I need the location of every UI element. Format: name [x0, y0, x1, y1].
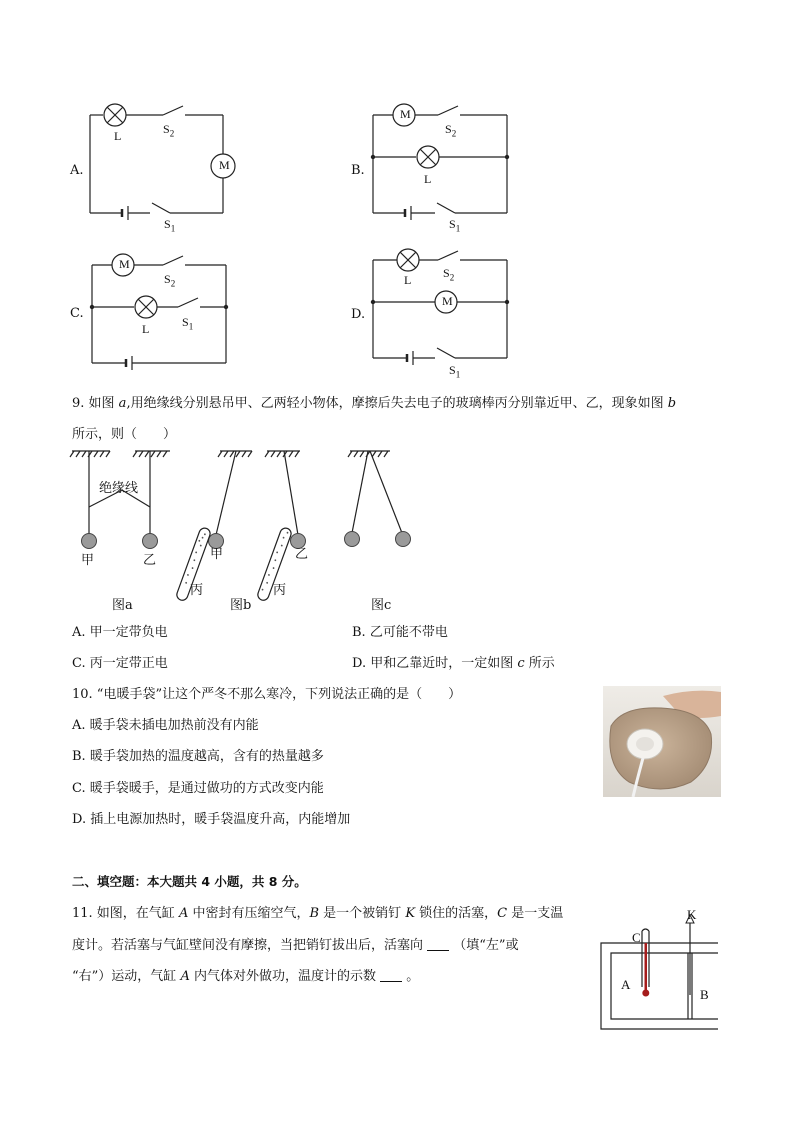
switch-label-b-s2: $S_2$ — [445, 122, 457, 139]
q11-line3: “右”）运动，气缸 A 内气体对外做功，温度计的示数 。 — [72, 969, 420, 984]
q9-figure — [60, 445, 440, 620]
answer-blank-direction[interactable] — [427, 938, 449, 951]
q9-option-c: C. 丙一定带正电 — [72, 656, 168, 671]
label-a: A — [621, 977, 631, 992]
answer-blank-temperature[interactable] — [380, 969, 402, 982]
label-yi-b: 乙 — [295, 547, 309, 562]
q10-option-c: C. 暖手袋暖手，是通过做功的方式改变内能 — [72, 781, 324, 796]
ball-jia-a — [82, 534, 97, 549]
option-label-b: B. — [351, 163, 365, 178]
q11-line2: 度计。若活塞与气缸壁间没有摩擦，当把销钉拔出后，活塞向 （填“左”或 — [72, 938, 519, 953]
motor-label-b: M — [400, 107, 411, 121]
q9-option-d: D. 甲和乙靠近时，一定如图 c 所示 — [352, 656, 555, 671]
circuit-option-d — [345, 240, 545, 380]
switch-label-d-s2: $S_2$ — [443, 266, 455, 283]
circuit-diagram-b — [345, 95, 545, 235]
q9-option-a: A. 甲一定带负电 — [72, 625, 168, 640]
motor-label-c: M — [119, 257, 130, 271]
lamp-label-c: L — [142, 322, 150, 336]
label-b: B — [700, 987, 709, 1002]
section2-heading: 二、填空题：本大题共 4 小题，共 8 分。 — [72, 874, 307, 889]
caption-fig-b: 图b — [230, 598, 252, 613]
motor-label-a: M — [219, 158, 230, 172]
switch-label-c-s1: $S_1$ — [182, 315, 194, 332]
option-label-c: C. — [70, 306, 84, 321]
q9-stem-line2: 所示，则（ ） — [72, 427, 177, 442]
circuit-option-b — [345, 95, 545, 235]
hand-warmer-photo — [603, 686, 721, 797]
switch-label-d-s1: $S_1$ — [449, 363, 461, 380]
q10-option-a: A. 暖手袋未插电加热前没有内能 — [72, 718, 259, 733]
caption-fig-a: 图a — [112, 598, 133, 613]
circuit-option-c — [60, 245, 260, 375]
q9-stem-line1: 9. 如图 a,用绝缘线分别悬吊甲、乙两轻小物体，摩擦后失去电子的玻璃棒丙分别靠近甲、乙，现象如图 b — [72, 396, 677, 411]
cylinder-figure — [598, 905, 720, 1033]
switch-label-b-s1: $S_1$ — [449, 217, 461, 234]
lamp-label-b: L — [424, 172, 432, 186]
ball-yi-a — [143, 534, 158, 549]
label-jia-b: 甲 — [210, 547, 224, 562]
ball-yi-c — [396, 532, 411, 547]
ball-jia-c — [345, 532, 360, 547]
circuit-option-a — [60, 95, 260, 235]
q10-stem: 10. “电暖手袋”让这个严冬不那么寒冷，下列说法正确的是（ ） — [72, 687, 462, 702]
lamp-label-a: L — [114, 129, 122, 143]
lamp-label-d: L — [404, 273, 412, 287]
option-label-a: A. — [70, 163, 84, 178]
switch-label-a-s1: $S_1$ — [164, 217, 176, 234]
label-bing-1: 丙 — [190, 583, 204, 598]
q10-option-b: B. 暖手袋加热的温度越高，含有的热量越多 — [72, 749, 324, 764]
caption-fig-c: 图c — [371, 598, 392, 613]
circuit-diagram-a — [60, 95, 260, 235]
switch-label-a-s2: $S_2$ — [163, 122, 175, 139]
circuit-diagram-c — [60, 245, 260, 375]
insulating-wire-label: 绝缘线 — [99, 481, 139, 496]
q9-option-b: B. 乙可能不带电 — [352, 625, 448, 640]
label-jia-a: 甲 — [81, 553, 95, 568]
motor-label-d: M — [442, 294, 453, 308]
switch-label-c-s2: $S_2$ — [164, 272, 176, 289]
q11-line1: 11. 如图，在气缸 A 中密封有压缩空气，B 是一个被销钉 K 锁住的活塞，C 是一支温 — [72, 906, 564, 921]
q10-option-d: D. 插上电源加热时，暖手袋温度升高，内能增加 — [72, 812, 351, 827]
circuit-diagram-d — [345, 240, 545, 380]
label-yi-a: 乙 — [143, 553, 157, 568]
option-label-d: D. — [351, 307, 366, 322]
label-bing-2: 丙 — [273, 583, 287, 598]
label-c: C — [632, 930, 641, 945]
label-k: K — [687, 907, 697, 922]
